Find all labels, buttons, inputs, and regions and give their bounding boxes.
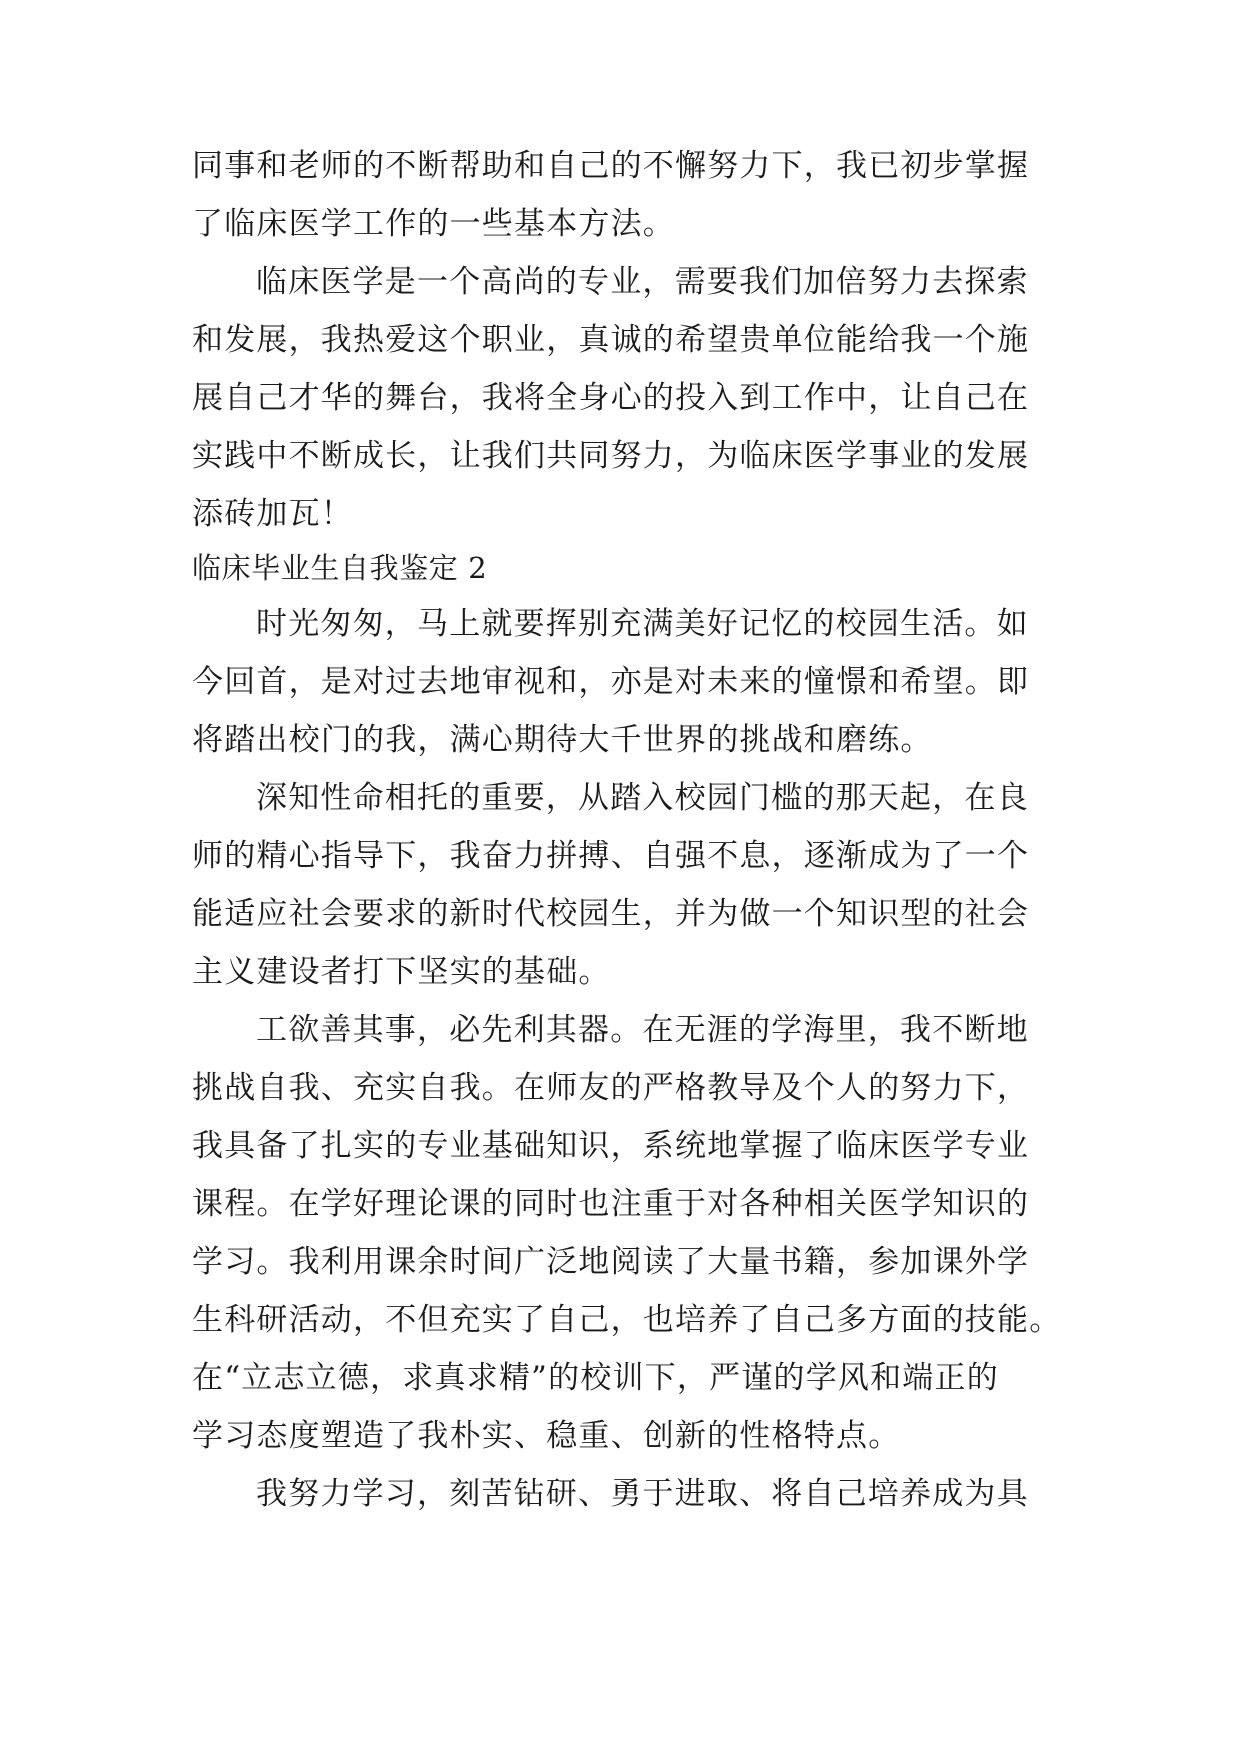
text-line: 主义建设者打下坚实的基础。 — [192, 954, 611, 990]
paragraph-start-line: 深知性命相托的重要，从踏入校园门槛的那天起，在良 — [256, 780, 1029, 816]
paragraph-start-line: 时光匆匆，马上就要挥别充满美好记忆的校园生活。如 — [256, 606, 1029, 642]
text-line: 展自己才华的舞台，我将全身心的投入到工作中，让自己在 — [192, 380, 1030, 416]
text-line: 师的精心指导下，我奋力拼搏、自强不息，逐渐成为了一个 — [192, 838, 1030, 874]
text-line: 我具备了扎实的专业基础知识，系统地掌握了临床医学专业 — [192, 1128, 1030, 1164]
paragraph-start-line: 我努力学习，刻苦钻研、勇于进取、将自己培养成为具 — [256, 1476, 1029, 1512]
text-line: 学习。我利用课余时间广泛地阅读了大量书籍，参加课外学 — [192, 1244, 1030, 1280]
text-line: 学习态度塑造了我朴实、稳重、创新的性格特点。 — [192, 1418, 901, 1454]
text-line: 同事和老师的不断帮助和自己的不懈努力下，我已初步掌握 — [192, 148, 1030, 184]
text-line: 和发展，我热爱这个职业，真诚的希望贵单位能给我一个施 — [192, 322, 1030, 358]
text-line: 挑战自我、充实自我。在师友的严格教导及个人的努力下， — [192, 1070, 1030, 1106]
paragraph-start-line: 工欲善其事，必先利其器。在无涯的学海里，我不断地 — [256, 1012, 1029, 1048]
text-line: 今回首，是对过去地审视和，亦是对未来的憧憬和希望。即 — [192, 664, 1030, 700]
text-line: 了临床医学工作的一些基本方法。 — [192, 206, 675, 242]
text-line: 生科研活动，不但充实了自己，也培养了自己多方面的技能。 — [192, 1302, 1062, 1338]
text-line: 课程。在学好理论课的同时也注重于对各种相关医学知识的 — [192, 1186, 1030, 1222]
text-line: 能适应社会要求的新时代校园生，并为做一个知识型的社会 — [192, 896, 1030, 932]
paragraph-start-line: 临床医学是一个高尚的专业，需要我们加倍努力去探索 — [256, 264, 1029, 300]
text-line: 添砖加瓦！ — [192, 496, 353, 532]
section-heading: 临床毕业生自我鉴定 2 — [192, 551, 488, 585]
text-line: 在“立志立德，求真求精”的校训下，严谨的学风和端正的 — [192, 1360, 999, 1396]
text-line: 实践中不断成长，让我们共同努力，为临床医学事业的发展 — [192, 438, 1030, 474]
text-line: 将踏出校门的我，满心期待大千世界的挑战和磨练。 — [192, 722, 933, 758]
